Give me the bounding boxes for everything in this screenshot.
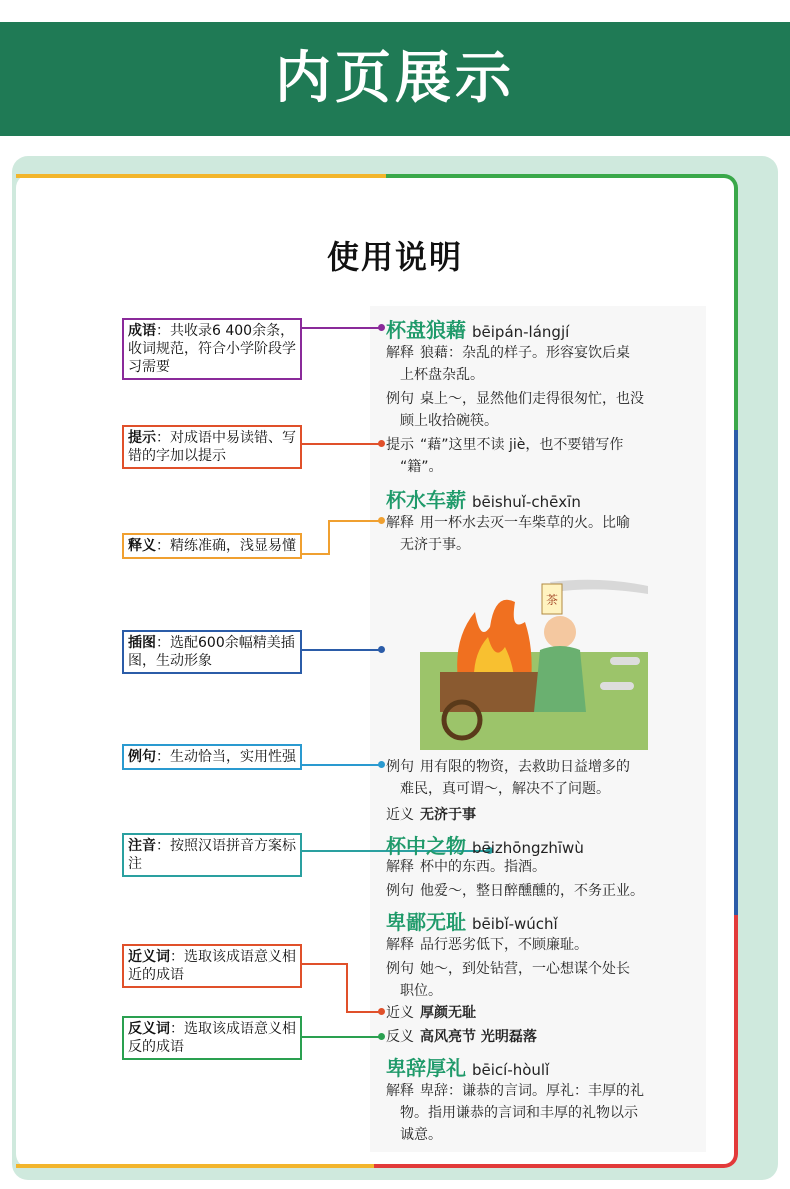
top-margin (0, 0, 790, 22)
label-text: ：精练准确，浅显易懂 (156, 538, 296, 554)
sign-text: 茶 (545, 593, 559, 607)
synonym-text: 无济于事 (420, 807, 476, 823)
definition-tag: 解释 (386, 937, 414, 953)
idiom-text: 杯水车薪 (386, 488, 466, 512)
frame-line (16, 1164, 374, 1168)
antonym-text: 高风亮节 光明磊落 (420, 1029, 537, 1045)
connector-line (328, 520, 330, 555)
connector-line (302, 649, 382, 651)
synonym-tag: 近义 (386, 1005, 414, 1021)
label-text: ：对成语中易读错、写错的字加以提示 (128, 430, 296, 464)
label-key: 反义词 (128, 1021, 170, 1037)
person-body (534, 646, 586, 712)
label-text: ：选配600余幅精美插图，生动形象 (128, 635, 295, 669)
connector-line (302, 1036, 382, 1038)
idiom-text: 卑鄙无耻 (386, 910, 466, 934)
example-text: 桌上～，显然他们走得很匆忙，也没 (420, 391, 644, 407)
label-text: ：共收录6 400余条，收词规范，符合小学阶段学习需要 (128, 323, 296, 375)
connector-line (328, 520, 382, 522)
idiom-pinyin: bēipán-lángjí (472, 323, 570, 341)
tip (386, 434, 702, 478)
definition-tag: 解释 (386, 859, 414, 875)
label-text: ：按照汉语拼音方案标注 (128, 838, 296, 872)
label-text: ：生动恰当，实用性强 (156, 749, 296, 765)
idiom-headword (386, 906, 558, 935)
label-key: 插图 (128, 635, 156, 651)
label-key: 例句 (128, 749, 156, 765)
idiom-pinyin: bēishuǐ-chēxīn (472, 493, 581, 511)
definition (386, 934, 702, 956)
connector-dot (378, 1033, 385, 1040)
example (386, 880, 702, 902)
example-tag: 例句 (386, 391, 414, 407)
tip-tag: 提示 (386, 437, 414, 453)
label-tishi (122, 425, 302, 469)
definition (386, 512, 702, 556)
idiom-pinyin: bēibǐ-wúchǐ (472, 915, 558, 933)
definition (386, 342, 702, 386)
label-fanyi (122, 1016, 302, 1060)
synonym (386, 1002, 476, 1024)
stepping-stone (610, 657, 640, 665)
label-key: 近义词 (128, 949, 170, 965)
awning (550, 580, 648, 594)
connector-dot (378, 761, 385, 768)
frame-line (374, 1164, 709, 1168)
stepping-stone (600, 682, 634, 690)
cart (440, 672, 545, 712)
synonym-text: 厚颜无耻 (420, 1005, 476, 1021)
definition-text: 狼藉：杂乱的样子。形容宴饮后桌 (420, 345, 630, 361)
frame-line (16, 174, 386, 178)
connector-line (346, 963, 348, 1013)
label-text: ：选取该成语意义相近的成语 (128, 949, 296, 983)
label-chengyu (122, 318, 302, 380)
definition-tag: 解释 (386, 345, 414, 361)
definition-text: 无济于事。 (400, 537, 470, 553)
frame-line (386, 174, 721, 178)
example (386, 388, 702, 432)
label-key: 注音 (128, 838, 156, 854)
idiom-headword (386, 484, 581, 513)
banner-title: 内页展示 (275, 46, 515, 111)
definition-text: 杯中的东西。指酒。 (420, 859, 546, 875)
frame-line (734, 915, 738, 1150)
label-zhuyin (122, 833, 302, 877)
frame-corner (705, 1135, 738, 1168)
connector-dot (378, 440, 385, 447)
idiom-headword (386, 314, 569, 343)
definition-text: 品行恶劣低下，不顾廉耻。 (420, 937, 588, 953)
label-key: 提示 (128, 430, 156, 446)
frame-corner (705, 174, 738, 207)
label-chatu (122, 630, 302, 674)
example-text: 难民，真可谓～，解决不了问题。 (400, 781, 610, 797)
connector-line (302, 327, 382, 329)
example-text: 用有限的物资，去救助日益增多的 (420, 759, 630, 775)
definition-text: 上杯盘杂乱。 (400, 367, 484, 383)
antonym-tag: 反义 (386, 1029, 414, 1045)
example-tag: 例句 (386, 883, 414, 899)
definition-text: 用一杯水去灭一车柴草的火。比喻 (420, 515, 630, 531)
definition-tag: 解释 (386, 515, 414, 531)
definition-text: 物。指用谦恭的言词和丰厚的礼物以示 (400, 1105, 638, 1121)
idiom-headword (386, 830, 584, 859)
example-tag: 例句 (386, 961, 414, 977)
illustration (420, 572, 648, 750)
connector-dot (378, 1008, 385, 1015)
definition (386, 856, 702, 878)
connector-line (302, 443, 382, 445)
antonym (386, 1026, 537, 1048)
label-jinyi (122, 944, 302, 988)
page-title: 使用说明 (326, 238, 463, 276)
example-text: 顾上收拾碗筷。 (400, 413, 498, 429)
tip-text: “藉”这里不读 jiè，也不要错写作 (420, 437, 624, 453)
example-text: 他爱～，整日醉醺醺的，不务正业。 (420, 883, 644, 899)
label-key: 释义 (128, 538, 156, 554)
label-text: ：选取该成语意义相反的成语 (128, 1021, 296, 1055)
connector-dot (378, 324, 385, 331)
connector-line (302, 553, 330, 555)
example-text: 职位。 (400, 983, 442, 999)
connector-line (302, 963, 348, 965)
connector-line (346, 1011, 382, 1013)
idiom-headword (386, 1052, 549, 1081)
connector-dot (378, 517, 385, 524)
label-shiyi (122, 533, 302, 559)
tip-text: “籍”。 (400, 459, 443, 475)
idiom-pinyin: bēizhōngzhīwù (472, 839, 584, 857)
label-liju (122, 744, 302, 770)
definition-text: 诚意。 (400, 1127, 442, 1143)
idiom-text: 杯中之物 (386, 834, 466, 858)
idiom-text: 卑辞厚礼 (386, 1056, 466, 1080)
definition-tag: 解释 (386, 1083, 414, 1099)
synonym-tag: 近义 (386, 807, 414, 823)
example-text: 她～，到处钻营，一心想谋个处长 (420, 961, 630, 977)
idiom-text: 杯盘狼藉 (386, 318, 466, 342)
example-tag: 例句 (386, 759, 414, 775)
definition-text: 卑辞：谦恭的言词。厚礼：丰厚的礼 (420, 1083, 644, 1099)
idiom-pinyin: bēicí-hòulǐ (472, 1061, 550, 1079)
connector-line (302, 764, 382, 766)
person-head (544, 616, 576, 648)
label-key: 成语 (128, 323, 156, 339)
example (386, 756, 702, 800)
definition (386, 1080, 702, 1146)
example (386, 958, 702, 1002)
synonym (386, 804, 476, 826)
frame-line (734, 430, 738, 915)
connector-dot (378, 646, 385, 653)
